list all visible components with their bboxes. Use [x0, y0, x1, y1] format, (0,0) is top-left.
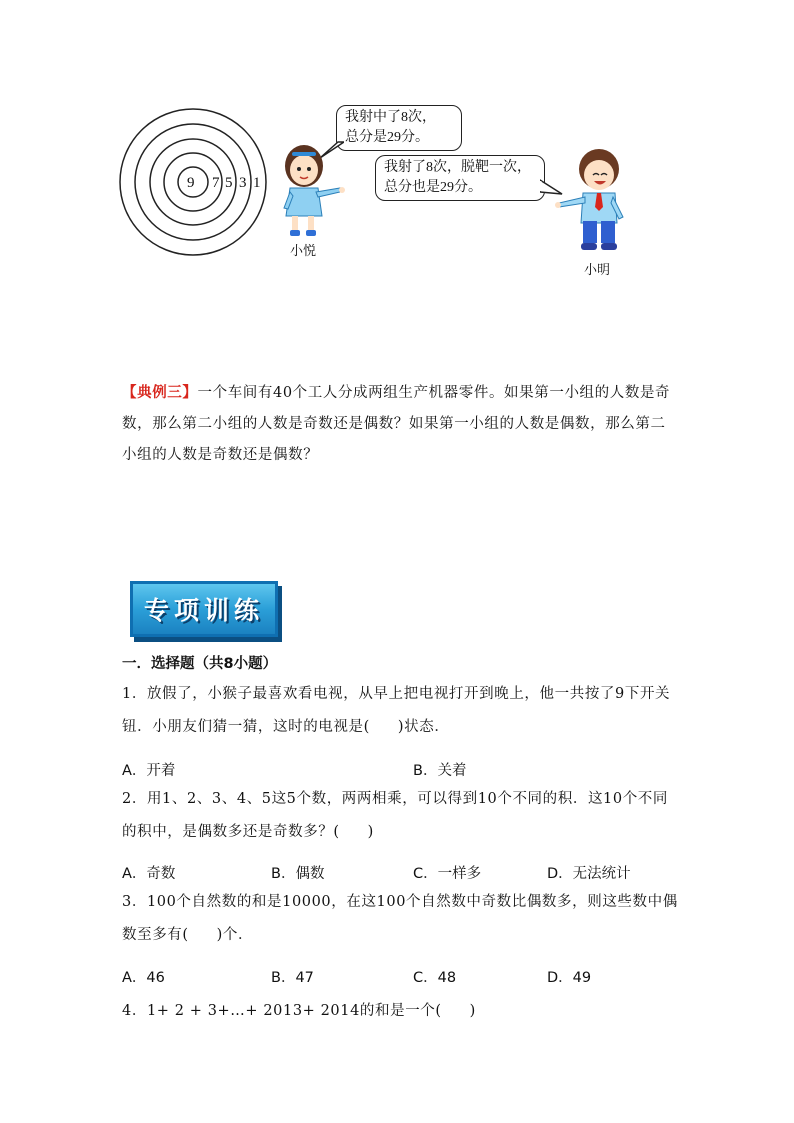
- boy-illustration: [553, 145, 633, 257]
- example-3-text: 一个车间有40个工人分成两组生产机器零件。如果第一小组的人数是奇数，那么第二小组的人数是奇数还是偶数？如果第一小组的人数是偶数，那么第二小组的人数是奇数还是偶数？: [122, 385, 671, 463]
- question-2-text-after: ): [367, 824, 374, 840]
- question-1-text-after: )状态．: [397, 719, 450, 735]
- question-3-option-b[interactable]: B．47: [271, 970, 314, 986]
- girl-name-label: 小悦: [290, 243, 317, 258]
- speech-bubble-boy: [375, 155, 545, 201]
- question-2-number: 2．: [122, 791, 147, 807]
- ring-label-1: 1: [253, 175, 261, 191]
- section-title: 一．选择题（共8小题）: [122, 656, 278, 672]
- question-3-option-a[interactable]: A．46: [122, 970, 165, 986]
- question-1-text: 放假了，小猴子最喜欢看电视，从早上把电视打开到晚上，他一共按了9下开关钮．小朋友们猜一猜，这时的电视是(: [122, 686, 671, 735]
- bubble-girl-line-2: 总分是29分。: [345, 130, 429, 145]
- question-3-option-d[interactable]: D．49: [547, 970, 592, 986]
- question-2-option-b[interactable]: B．偶数: [271, 866, 325, 882]
- question-4: [122, 995, 678, 1028]
- archery-target: [118, 107, 268, 257]
- question-2: [122, 783, 678, 849]
- question-2-option-a[interactable]: A．奇数: [122, 866, 176, 882]
- practice-banner-title: 专项训练: [143, 596, 264, 625]
- question-1: [122, 678, 678, 744]
- practice-banner: [130, 581, 278, 637]
- ring-label-7: 7: [212, 175, 220, 191]
- question-2-text: 用1、2、3、4、5这5个数，两两相乘，可以得到10个不同的积．这10个不同的积中，是偶数多还是奇数多？(: [122, 791, 668, 840]
- question-1-option-a[interactable]: A．开着: [122, 763, 176, 779]
- question-3-text: 100个自然数的和是10000，在这100个自然数中奇数比偶数多，则这些数中偶数至多有(: [122, 894, 678, 943]
- ring-label-3: 3: [239, 175, 247, 191]
- question-3-option-c[interactable]: C．48: [413, 970, 457, 986]
- ring-label-9: 9: [187, 175, 195, 191]
- boy-name-label: 小明: [584, 262, 611, 277]
- speech-bubble-girl: [336, 105, 462, 151]
- question-3: [122, 886, 678, 952]
- bubble-boy-line-2: 总分也是29分。: [384, 180, 482, 195]
- bubble-girl-line-1: 我射中了8次，: [345, 110, 436, 125]
- question-4-number: 4．: [122, 1003, 147, 1019]
- question-2-option-d[interactable]: D．无法统计: [547, 866, 631, 882]
- question-3-text-after: )个．: [216, 927, 254, 943]
- question-3-number: 3．: [122, 894, 147, 910]
- example-3-paragraph: [122, 377, 678, 471]
- girl-illustration: [278, 140, 350, 245]
- question-1-number: 1．: [122, 686, 147, 702]
- question-4-text: 1+ 2 + 3+…+ 2013+ 2014的和是一个(: [146, 1003, 442, 1019]
- ring-label-5: 5: [225, 175, 233, 191]
- question-4-text-after: ): [469, 1003, 476, 1019]
- question-2-option-c[interactable]: C．一样多: [413, 866, 482, 882]
- bubble-boy-line-1: 我射了8次，脱靶一次，: [384, 160, 531, 175]
- question-1-option-b[interactable]: B．关着: [413, 763, 467, 779]
- example-3-tag: 【典例三】: [122, 384, 198, 401]
